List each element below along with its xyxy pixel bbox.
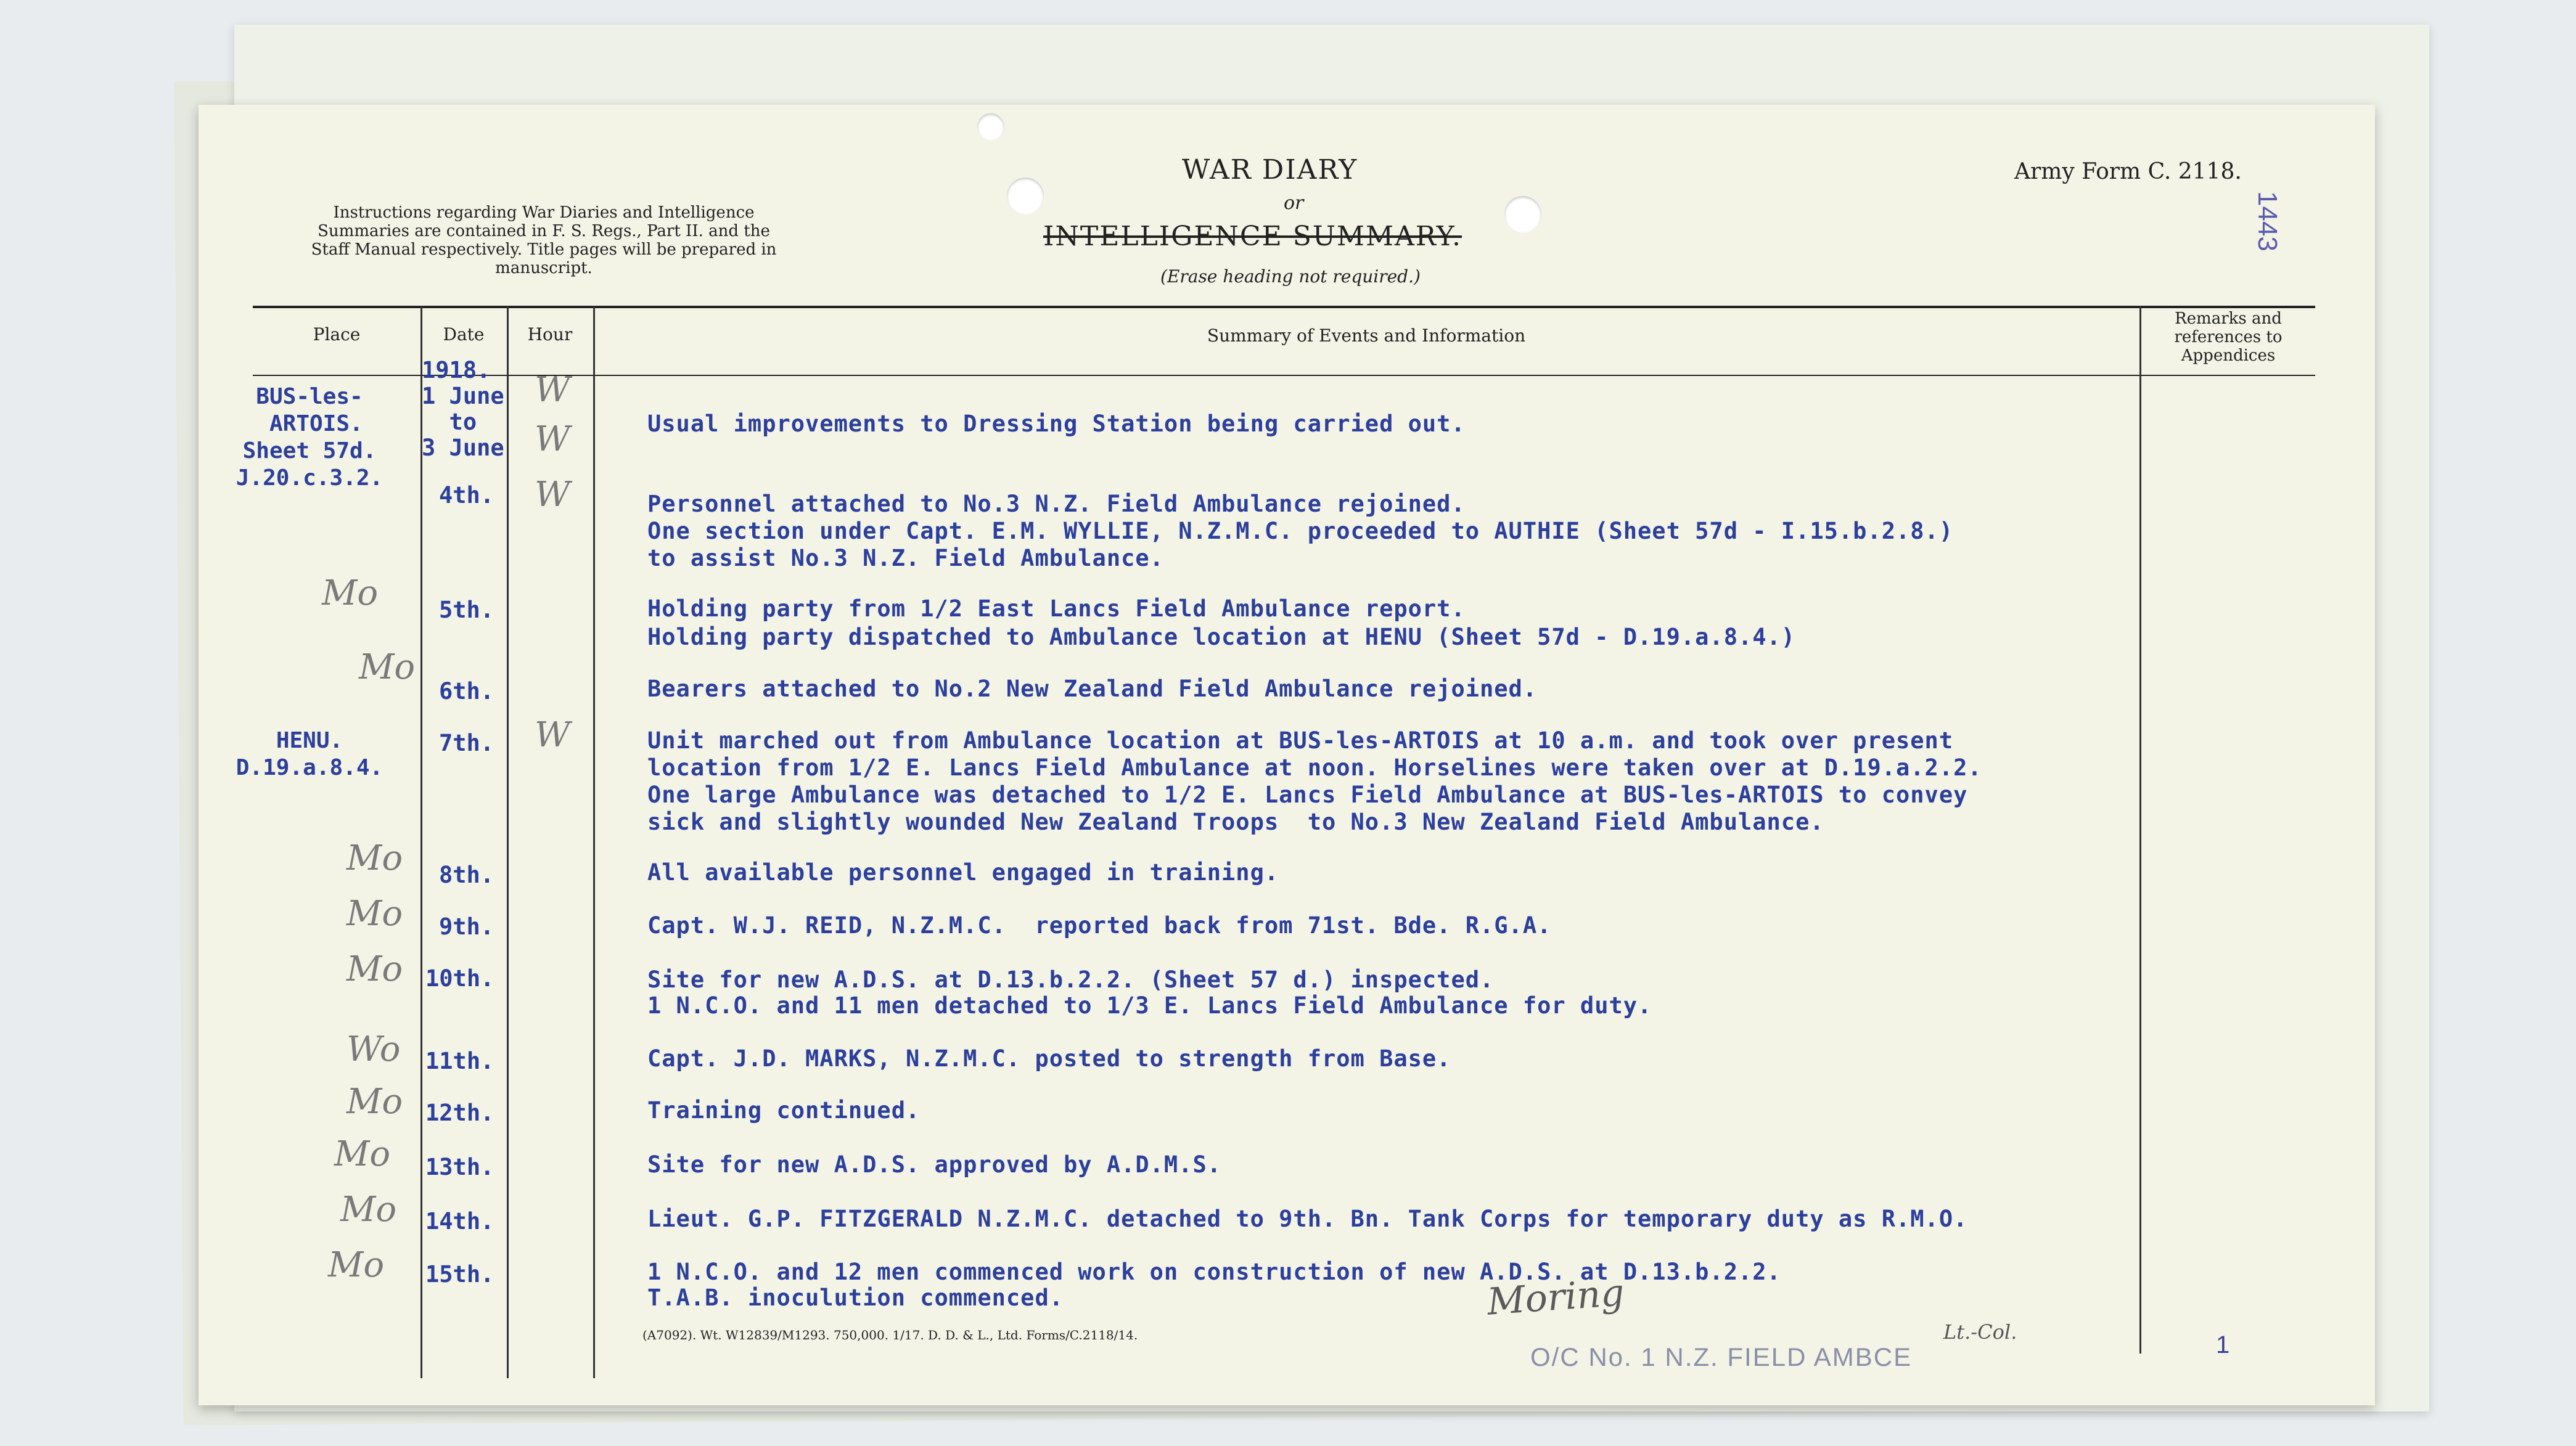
pencil-initials: W bbox=[535, 419, 570, 459]
rank-lt-col: Lt.-Col. bbox=[1943, 1320, 2017, 1344]
summary-line: location from 1/2 E. Lancs Field Ambulance at noon. Horselines were taken over at D.19.a.2.2. bbox=[647, 754, 1982, 781]
army-form-number: Army Form C. 2118. bbox=[2014, 159, 2242, 184]
pencil-initials: Mo bbox=[334, 1134, 391, 1174]
col-divider-remarks bbox=[2139, 306, 2141, 1354]
erase-note: (Erase heading not required.) bbox=[1160, 266, 1421, 287]
col-divider-date bbox=[507, 306, 509, 1378]
pencil-initials: Mo bbox=[347, 949, 403, 989]
entry-date: 5th. bbox=[439, 597, 494, 623]
place-henu: HENU. D.19.a.8.4. bbox=[236, 728, 384, 780]
entry-date: 15th. bbox=[425, 1261, 494, 1288]
summary-line: Holding party from 1/2 East Lancs Field Ambulance report. bbox=[647, 595, 1466, 622]
col-head-summary: Summary of Events and Information bbox=[1207, 325, 1526, 346]
summary-line: 1 N.C.O. and 11 men detached to 1/3 E. Lancs Field Ambulance for duty. bbox=[647, 992, 1652, 1019]
col-head-remarks: Remarks and references to Appendices bbox=[2174, 309, 2283, 365]
col-head-date: Date bbox=[443, 324, 485, 345]
summary-line: Unit marched out from Ambulance location at BUS-les-ARTOIS at 10 a.m. and took over present bbox=[647, 727, 1954, 754]
entry-date: 8th. bbox=[439, 862, 494, 888]
summary-line: Site for new A.D.S. approved by A.D.M.S. bbox=[647, 1151, 1222, 1178]
summary-line: Training continued. bbox=[647, 1097, 921, 1124]
pencil-initials: Mo bbox=[347, 894, 403, 934]
entry-date: 4th. bbox=[439, 482, 494, 509]
commanding-officer-signature: Moring bbox=[1485, 1271, 1626, 1324]
unit-stamp: O/C No. 1 N.Z. FIELD AMBCE bbox=[1530, 1342, 1913, 1371]
col-head-hour: Hour bbox=[527, 324, 573, 345]
pencil-initials: W bbox=[535, 475, 570, 515]
pencil-initials: Mo bbox=[347, 1082, 403, 1122]
summary-line: Site for new A.D.S. at D.13.b.2.2. (Sheet 57 d.) inspected. bbox=[647, 966, 1495, 993]
summary-line: 1 N.C.O. and 12 men commenced work on construction of new A.D.S. at D.13.b.2.2. bbox=[647, 1259, 1781, 1285]
side-reference-number: 1443 bbox=[2252, 191, 2283, 251]
pencil-initials: Wo bbox=[347, 1029, 401, 1069]
summary-line: One section under Capt. E.M. WYLLIE, N.Z.M.C. proceeded to AUTHIE (Sheet 57d - I.15.b.2.8.) bbox=[647, 518, 1954, 544]
printer-imprint: (A7092). Wt. W12839/M1293. 750,000. 1/17. D. D. & L., Ltd. Forms/C.2118/14. bbox=[642, 1328, 1138, 1342]
summary-line: All available personnel engaged in training. bbox=[647, 859, 1279, 886]
intelligence-summary-struck: INTELLIGENCE SUMMARY. bbox=[1043, 221, 1462, 252]
summary-line: One large Ambulance was detached to 1/2 E. Lancs Field Ambulance at BUS-les-ARTOIS to convey bbox=[647, 782, 1968, 808]
summary-line: Holding party dispatched to Ambulance location at HENU (Sheet 57d - D.19.a.8.4.) bbox=[647, 624, 1796, 650]
punch-hole bbox=[977, 113, 1004, 141]
pencil-initials: Mo bbox=[328, 1245, 385, 1285]
col-head-place: Place bbox=[313, 324, 361, 345]
entry-date: 7th. bbox=[439, 730, 494, 756]
punch-hole bbox=[1007, 178, 1044, 214]
pencil-initials: Mo bbox=[347, 838, 403, 878]
summary-line: Usual improvements to Dressing Station being carried out. bbox=[647, 411, 1466, 437]
diary-title: WAR DIARY bbox=[1182, 154, 1358, 186]
entry-date: 1918. 1 June to 3 June bbox=[422, 357, 504, 461]
entry-date: 9th. bbox=[439, 913, 494, 940]
page-number: 1 bbox=[2216, 1331, 2230, 1358]
title-or: or bbox=[1284, 192, 1304, 214]
pencil-initials: Mo bbox=[359, 647, 416, 687]
summary-line: Lieut. G.P. FITZGERALD N.Z.M.C. detached to 9th. Bn. Tank Corps for temporary duty as R.M.O. bbox=[647, 1206, 1968, 1232]
entry-date: 12th. bbox=[425, 1100, 494, 1126]
punch-hole bbox=[1504, 196, 1541, 233]
summary-line: Capt. J.D. MARKS, N.Z.M.C. posted to strength from Base. bbox=[647, 1045, 1451, 1072]
pencil-initials: Mo bbox=[340, 1190, 397, 1230]
pencil-initials: Mo bbox=[322, 573, 379, 613]
table-top-rule bbox=[253, 306, 2315, 308]
entry-date: 14th. bbox=[425, 1208, 494, 1235]
entry-date: 13th. bbox=[425, 1154, 494, 1180]
pencil-initials: W bbox=[535, 370, 570, 410]
war-diary-sheet bbox=[199, 105, 2375, 1405]
entry-date: 6th. bbox=[439, 678, 494, 705]
summary-line: Capt. W.J. REID, N.Z.M.C. reported back from 71st. Bde. R.G.A. bbox=[647, 912, 1552, 939]
entry-date: 11th. bbox=[425, 1048, 494, 1074]
summary-line: T.A.B. inoculution commenced. bbox=[647, 1285, 1064, 1311]
summary-line: to assist No.3 N.Z. Field Ambulance. bbox=[647, 545, 1164, 571]
pencil-initials: W bbox=[535, 715, 570, 755]
summary-line: sick and slightly wounded New Zealand Troops to No.3 New Zealand Field Ambulance. bbox=[647, 809, 1824, 835]
place-bus-les-artois: BUS-les- ARTOIS. Sheet 57d. J.20.c.3.2. bbox=[236, 384, 384, 491]
col-divider-place bbox=[420, 306, 422, 1378]
col-divider-hour bbox=[593, 306, 595, 1378]
entry-date: 10th. bbox=[425, 965, 494, 992]
instructions-text: Instructions regarding War Diaries and Intelligence Summaries are contained in F. S. Regs., Part II. and the Staff Manual respectively. Title pages will be prepared in manuscript. bbox=[311, 203, 777, 277]
summary-line: Personnel attached to No.3 N.Z. Field Ambulance rejoined. bbox=[647, 491, 1466, 517]
summary-line: Bearers attached to No.2 New Zealand Field Ambulance rejoined. bbox=[647, 676, 1538, 702]
